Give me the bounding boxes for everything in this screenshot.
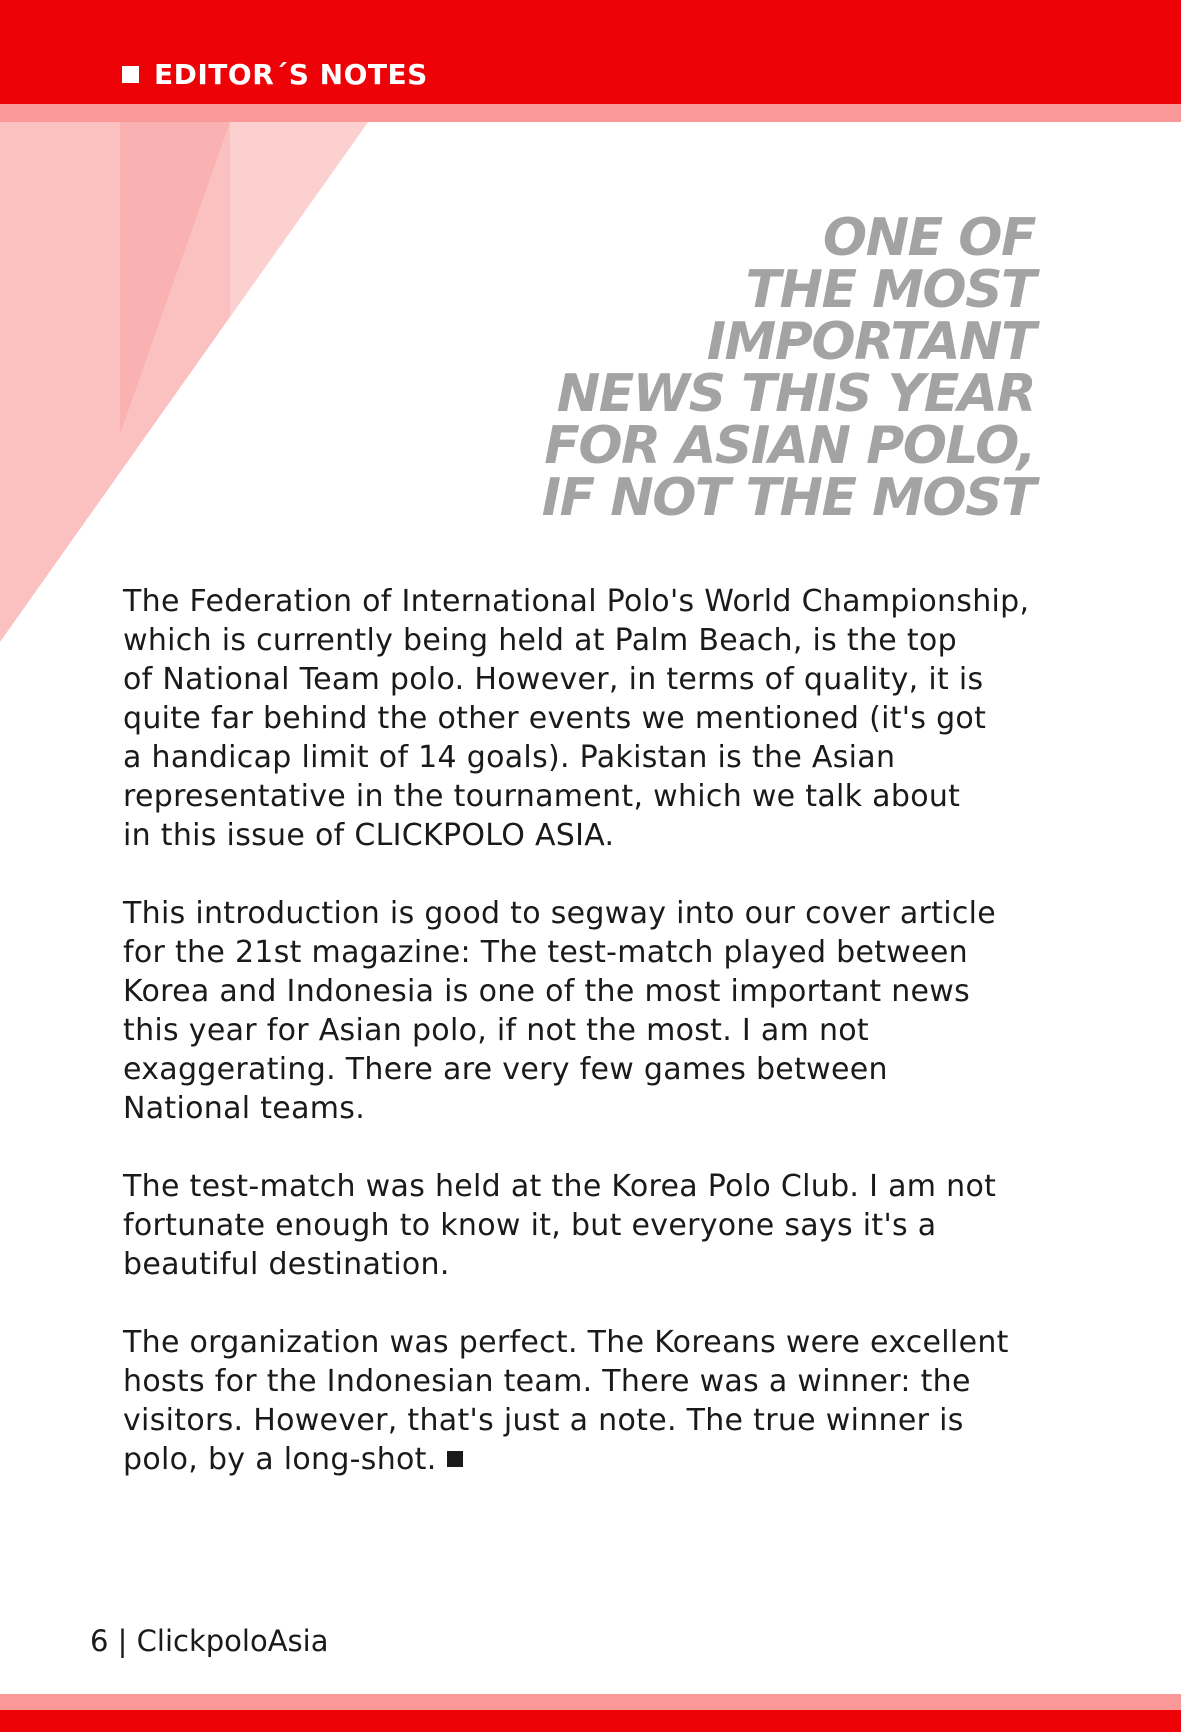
headline-line: IF NOT THE MOST — [541, 468, 1035, 528]
section-title: EDITOR´S NOTES — [154, 58, 428, 91]
section-bullet-icon — [122, 66, 139, 83]
body-line: exaggerating. There are very few games between — [123, 1052, 888, 1087]
body-line: for the 21st magazine: The test-match played between — [123, 935, 968, 970]
body-line: representative in the tournament, which we talk about — [123, 779, 961, 814]
body-line: Korea and Indonesia is one of the most important news — [123, 974, 971, 1009]
body-line: hosts for the Indonesian team. There was a winner: the — [123, 1364, 971, 1399]
body-line: The test-match was held at the Korea Polo Club. I am not — [123, 1169, 997, 1204]
footer-bar — [0, 1710, 1181, 1732]
body-line: beautiful destination. — [123, 1247, 450, 1282]
body-line: The organization was perfect. The Koreans were excellent — [123, 1325, 1009, 1360]
headline-line: IMPORTANT — [706, 312, 1035, 372]
body-line: This introduction is good to segway into our cover article — [123, 896, 997, 931]
header-stripe — [0, 104, 1181, 122]
body-line-text: polo, by a long-shot. — [123, 1442, 437, 1477]
body-line: The Federation of International Polo's World Championship, — [123, 584, 1030, 619]
body-line: National teams. — [123, 1091, 366, 1126]
body-line: of National Team polo. However, in terms of quality, it is — [123, 662, 984, 697]
body-line: a handicap limit of 14 goals). Pakistan is the Asian — [123, 740, 896, 775]
body-line: in this issue of CLICKPOLO ASIA. — [123, 818, 615, 853]
pull-quote-headline — [335, 208, 1035, 528]
body-line: fortunate enough to know it, but everyone says it's a — [123, 1208, 937, 1243]
body-line-last — [123, 1440, 1053, 1479]
headline-line: THE MOST — [745, 260, 1035, 320]
headline-line: NEWS THIS YEAR — [556, 364, 1035, 424]
headline-line: FOR ASIAN POLO, — [544, 416, 1035, 476]
body-line: quite far behind the other events we mentioned (it's got — [123, 701, 987, 736]
page-number: 6 | ClickpoloAsia — [90, 1624, 329, 1658]
article-body — [123, 582, 1053, 1518]
body-line: this year for Asian polo, if not the most. I am not — [123, 1013, 869, 1048]
paragraph-4 — [123, 1323, 1053, 1479]
paragraph-2 — [123, 894, 1053, 1128]
section-label — [122, 58, 428, 91]
headline-line: ONE OF — [822, 208, 1035, 268]
body-line: visitors. However, that's just a note. The true winner is — [123, 1403, 964, 1438]
body-line: which is currently being held at Palm Beach, is the top — [123, 623, 957, 658]
paragraph-3 — [123, 1167, 1053, 1284]
footer-stripe — [0, 1694, 1181, 1710]
end-square-icon — [447, 1451, 463, 1467]
decorative-triangle — [0, 122, 368, 642]
paragraph-1 — [123, 582, 1053, 855]
